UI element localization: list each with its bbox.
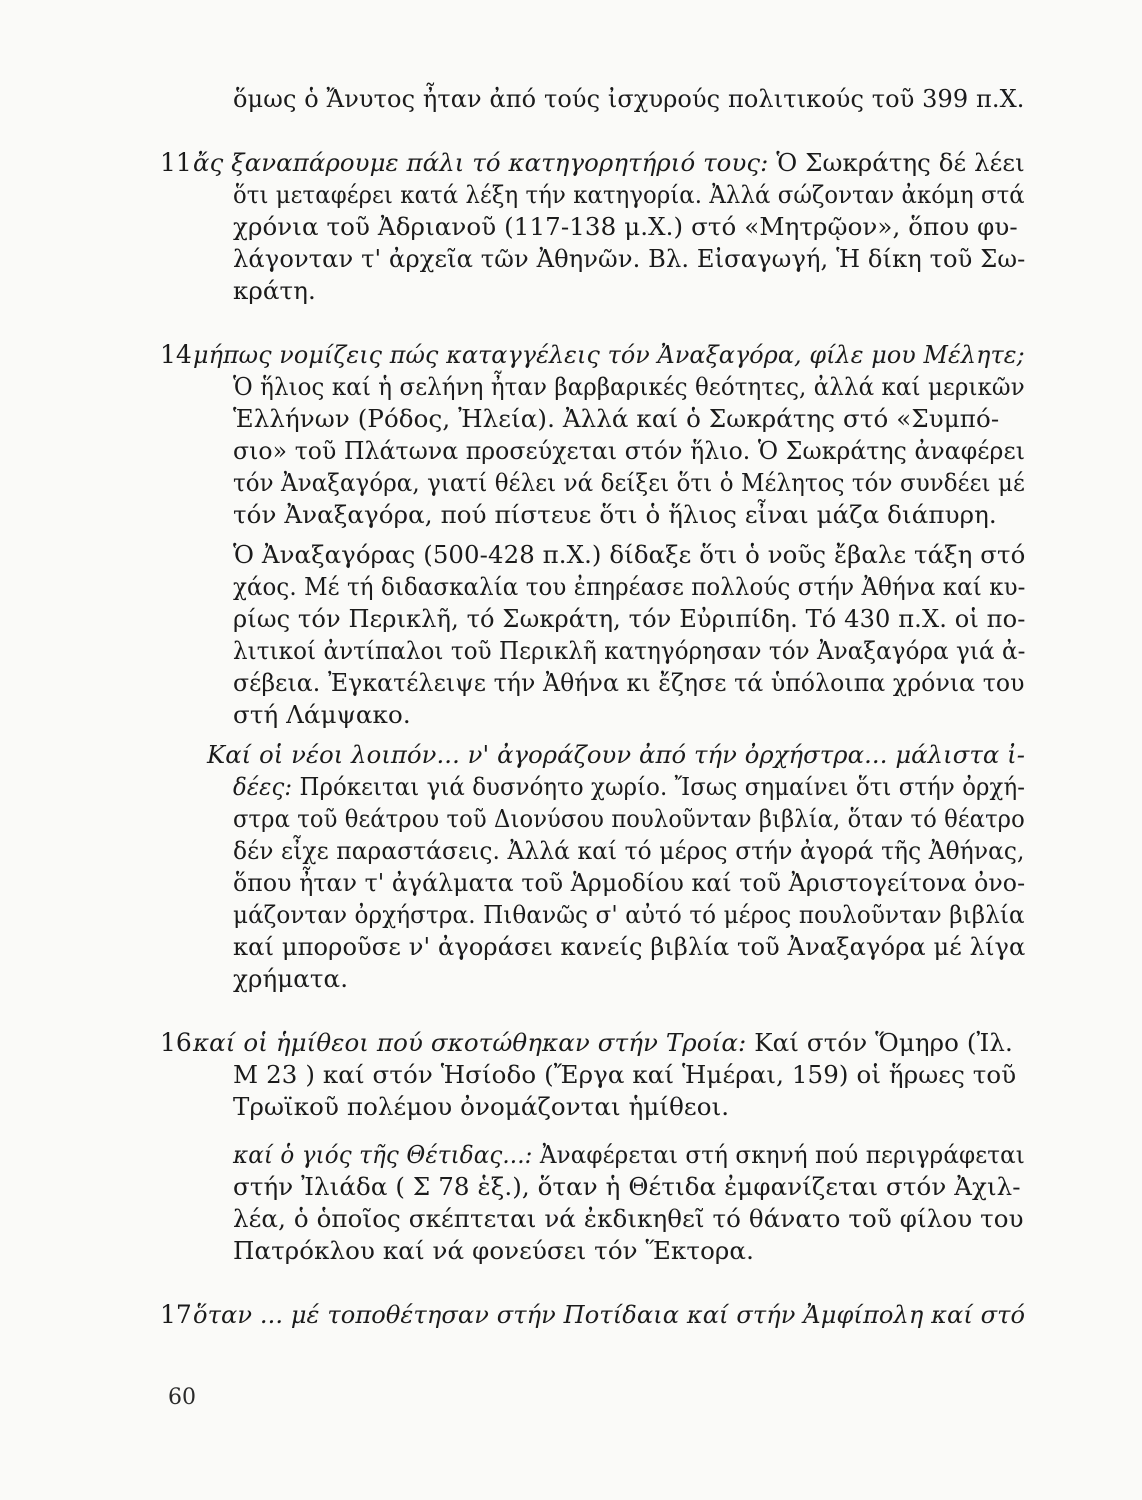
text-line: τόν Ἀναξαγόρα, πού πίστευε ὅτι ὁ ἥλιος εἶναι μάζα διάπυρη.: [233, 500, 997, 529]
text-line: κράτη.: [233, 276, 316, 305]
text-line: χρήματα.: [233, 964, 349, 993]
text-line: λιτικοί ἀντίπαλοι τοῦ Περικλῆ κατηγόρησαν τόν Ἀναξαγόρα γιά ἀ-: [233, 636, 1026, 665]
text-line: Τρωϊκοῦ πολέμου ὀνομάζονται ἡμίθεοι.: [233, 1092, 730, 1121]
note-lead-rest: Ὁ Σωκράτης δέ λέει: [768, 148, 1025, 177]
note-number: 14: [160, 340, 192, 369]
text-line: λάγονταν τ' ἀρχεῖα τῶν Ἀθηνῶν. Βλ. Εἰσαγωγή, Ἡ δίκη τοῦ Σω-: [233, 244, 1026, 273]
note-lead-rest: Ἀναφέρεται στή σκηνή πού περιγράφεται: [532, 1140, 1025, 1169]
note-lead: [207, 739, 1025, 771]
note-lead-italic: δέες:: [233, 772, 293, 801]
text-line: μάζονταν ὀρχήστρα. Πιθανῶς σ' αὐτό τό μέρος πουλοῦνταν βιβλία: [233, 900, 1025, 929]
text-line: δέν εἶχε παραστάσεις. Ἀλλά καί τό μέρος στήν ἀγορά τῆς Ἀθήνας,: [233, 836, 1025, 865]
note-lead: [233, 1139, 1025, 1171]
note-number: 16: [160, 1028, 192, 1057]
text-line: καί μποροῦσε ν' ἀγοράσει κανείς βιβλία τοῦ Ἀναξαγόρα μέ λίγα: [233, 932, 1026, 961]
text-line: ὅμως ὁ Ἄνυτος ἦταν ἀπό τούς ἰσχυρούς πολιτικούς τοῦ 399 π.Χ.: [233, 84, 1025, 113]
note-lead-rest: Καί στόν Ὅμηρο (Ἰλ.: [746, 1028, 1013, 1057]
text-line: στή Λάμψακο.: [233, 700, 411, 729]
text-line: στήν Ἰλιάδα ( Σ 78 ἑξ.), ὅταν ἡ Θέτιδα ἐμφανίζεται στόν Ἀχιλ-: [233, 1172, 1021, 1201]
text-line: τόν Ἀναξαγόρα, γιατί θέλει νά δείξει ὅτι ὁ Μέλητος τόν συνδέει μέ: [233, 468, 1025, 497]
text-line: Ὁ ἥλιος καί ἡ σελήνη ἦταν βαρβαρικές θεότητες, ἀλλά καί μερικῶν: [233, 372, 1025, 401]
note-lead: [193, 1027, 1013, 1059]
text-line: λέα, ὁ ὁποῖος σκέπτεται νά ἐκδικηθεῖ τό θάνατο τοῦ φίλου του: [233, 1204, 1024, 1233]
note-lead-rest: Πρόκειται γιά δυσνόητο χωρίο. Ἴσως σημαίνει ὅτι στήν ὀρχή-: [292, 772, 1025, 801]
text-line: σέβεια. Ἐγκατέλειψε τήν Ἀθήνα κι ἔζησε τά ὑπόλοιπα χρόνια του: [233, 668, 1025, 697]
note-number: 11: [160, 148, 192, 177]
note-lead-italic: καί ὁ γιός τῆς Θέτιδας...:: [233, 1140, 533, 1169]
text-line: χρόνια τοῦ Ἀδριανοῦ (117-138 μ.Χ.) στό «Μητρῷον», ὅπου φυ-: [233, 212, 1018, 241]
note-lead-italic: καί οἱ ἡμίθεοι πού σκοτώθηκαν στήν Τροία:: [193, 1028, 747, 1057]
note-lead-continued: [233, 771, 1025, 803]
note-lead-italic: Καί οἱ νέοι λοιπόν... ν' ἀγοράζουν ἀπό τήν ὀρχήστρα... μάλιστα ἰ-: [207, 740, 1026, 769]
text-line: σιο» τοῦ Πλάτωνα προσεύχεται στόν ἥλιο. Ὁ Σωκράτης ἀναφέρει: [233, 436, 1026, 465]
text-line: χάος. Μέ τή διδασκαλία του ἐπηρέασε πολλούς στήν Ἀθήνα καί κυ-: [233, 572, 1026, 601]
note-number: 17: [160, 1300, 192, 1329]
text-line: ὅπου ἦταν τ' ἀγάλματα τοῦ Ἁρμοδίου καί τοῦ Ἀριστογείτονα ὀνο-: [233, 868, 1026, 897]
text-line: ὅτι μεταφέρει κατά λέξη τήν κατηγορία. Ἀλλά σώζονταν ἀκόμη στά: [233, 180, 1025, 209]
note-lead-italic: ὅταν ... μέ τοποθέτησαν στήν Ποτίδαια καί στήν Ἀμφίπολη καί στό: [193, 1300, 1026, 1329]
text-line: στρα τοῦ θεάτρου τοῦ Διονύσου πουλοῦνταν βιβλία, ὅταν τό θέατρο: [233, 804, 1025, 833]
page-number: 60: [168, 1385, 196, 1410]
note-lead: [193, 1299, 1025, 1331]
text-line: Μ 23 ) καί στόν Ἡσίοδο (Ἔργα καί Ἡμέραι, 159) οἱ ἥρωες τοῦ: [233, 1060, 1017, 1089]
text-line: Ἑλλήνων (Ρόδος, Ἠλεία). Ἀλλά καί ὁ Σωκράτης στό «Συμπό-: [233, 404, 1000, 433]
note-lead: [193, 147, 1025, 179]
note-lead-italic: ἄς ξαναπάρουμε πάλι τό κατηγορητήριό τους:: [193, 148, 769, 177]
note-lead: [193, 339, 1025, 371]
text-line: ρίως τόν Περικλῆ, τό Σωκράτη, τόν Εὐριπίδη. Τό 430 π.Χ. οἱ πο-: [233, 604, 1026, 633]
text-line: Πατρόκλου καί νά φονεύσει τόν Ἕκτορα.: [233, 1236, 754, 1265]
note-lead-italic: μήπως νομίζεις πώς καταγγέλεις τόν Ἀναξαγόρα, φίλε μου Μέλητε;: [193, 340, 1025, 369]
text-line: Ὁ Ἀναξαγόρας (500-428 π.Χ.) δίδαξε ὅτι ὁ νοῦς ἔβαλε τάξη στό: [233, 540, 1026, 569]
